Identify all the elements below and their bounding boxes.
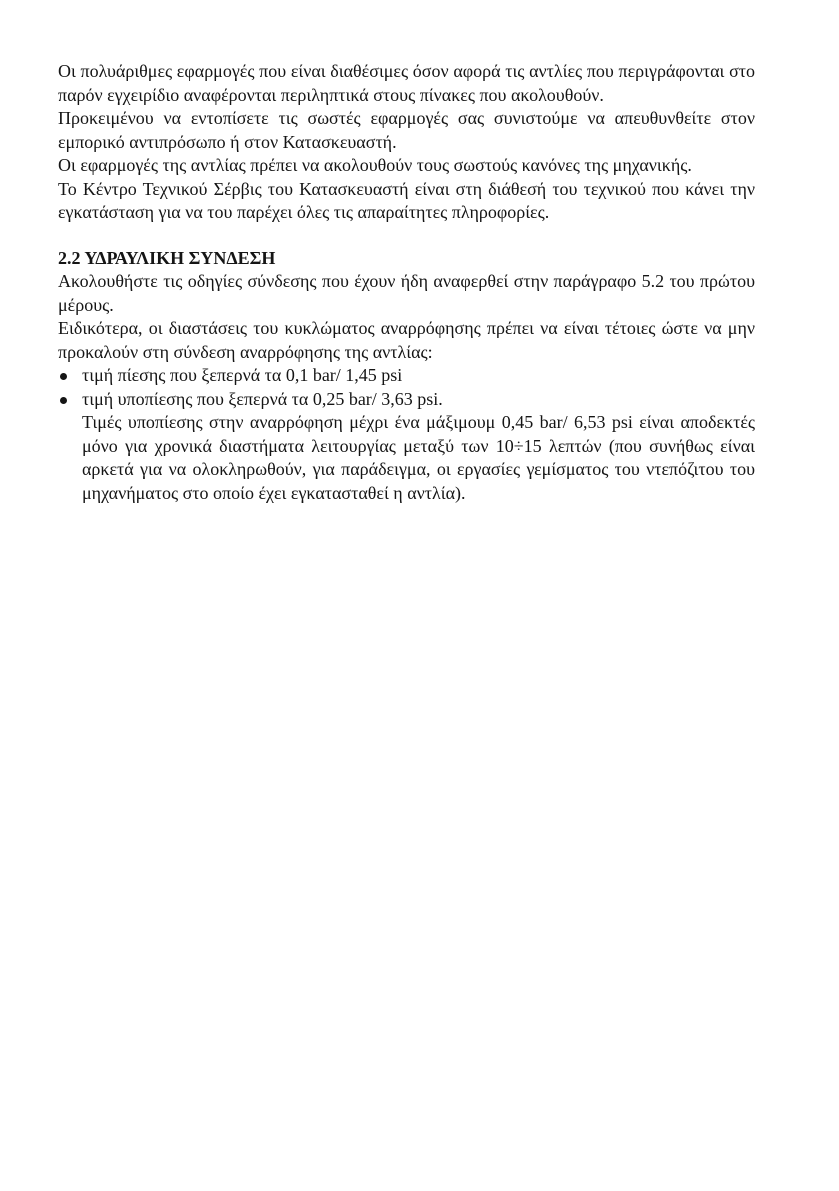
list-item [58, 364, 755, 388]
list-item-text: τιμή υποπίεσης που ξεπερνά τα 0,25 bar/ 3,63 psi. [82, 388, 443, 409]
section-note-vacuum-limits: Τιμές υποπίεσης στην αναρρόφηση μέχρι ένα μάξιμουμ 0,45 bar/ 6,53 psi είναι αποδεκτές μόνο για χρονικά διαστήματα λειτουργίας μεταξύ των 10÷15 λεπτών (που συνήθως είναι αρκετά για να ολοκληρωθούν, για παράδειγμα, οι εργασίες γεμίσματος του ντεπόζιτου του μηχανήματος στο οποίο έχει εγκατασταθεί η αντλία). [82, 412, 755, 503]
section-heading: 2.2 ΥΔΡΑΥΛΙΚΗ ΣΥΝΔΕΣΗ [58, 247, 276, 268]
bullet-dot-icon [60, 373, 67, 380]
requirements-list [58, 364, 755, 411]
section-paragraph-dimensions: Ειδικότερα, οι διαστάσεις του κυκλώματος αναρρόφησης πρέπει να είναι τέτοιες ώστε να μην προκαλούν στη σύνδεση αναρρόφησης της αντλίας: [58, 318, 755, 362]
list-item-text: τιμή πίεσης που ξεπερνά τα 0,1 bar/ 1,45 psi [82, 365, 403, 385]
intro-paragraph-service-center: Το Κέντρο Τεχνικού Σέρβις του Κατασκευαστή είναι στη διάθεσή του τεχνικού που κάνει την εγκατάσταση για να του παρέχει όλες τις απαραίτητες πληροφορίες. [58, 178, 755, 222]
intro-paragraph-engineering-rules: Οι εφαρμογές της αντλίας πρέπει να ακολουθούν τους σωστούς κανόνες της μηχανικής. [58, 155, 692, 175]
section-paragraph-instructions: Ακολουθήστε τις οδηγίες σύνδεσης που έχουν ήδη αναφερθεί στην παράγραφο 5.2 του πρώτου μέρους. [58, 271, 755, 315]
bullet-dot-icon [60, 397, 67, 404]
intro-paragraph-applications: Οι πολυάριθμες εφαρμογές που είναι διαθέσιμες όσον αφορά τις αντλίες που περιγράφονται στο παρόν εγχειρίδιο αναφέρονται περιληπτικά στους πίνακες που ακολουθούν. [58, 61, 755, 105]
list-item [58, 388, 755, 412]
intro-paragraph-contact: Προκειμένου να εντοπίσετε τις σωστές εφαρμογές σας συνιστούμε να απευθυνθείτε στον εμπορικό αντιπρόσωπο ή στον Κατασκευαστή. [58, 108, 755, 152]
page-content [58, 60, 755, 505]
